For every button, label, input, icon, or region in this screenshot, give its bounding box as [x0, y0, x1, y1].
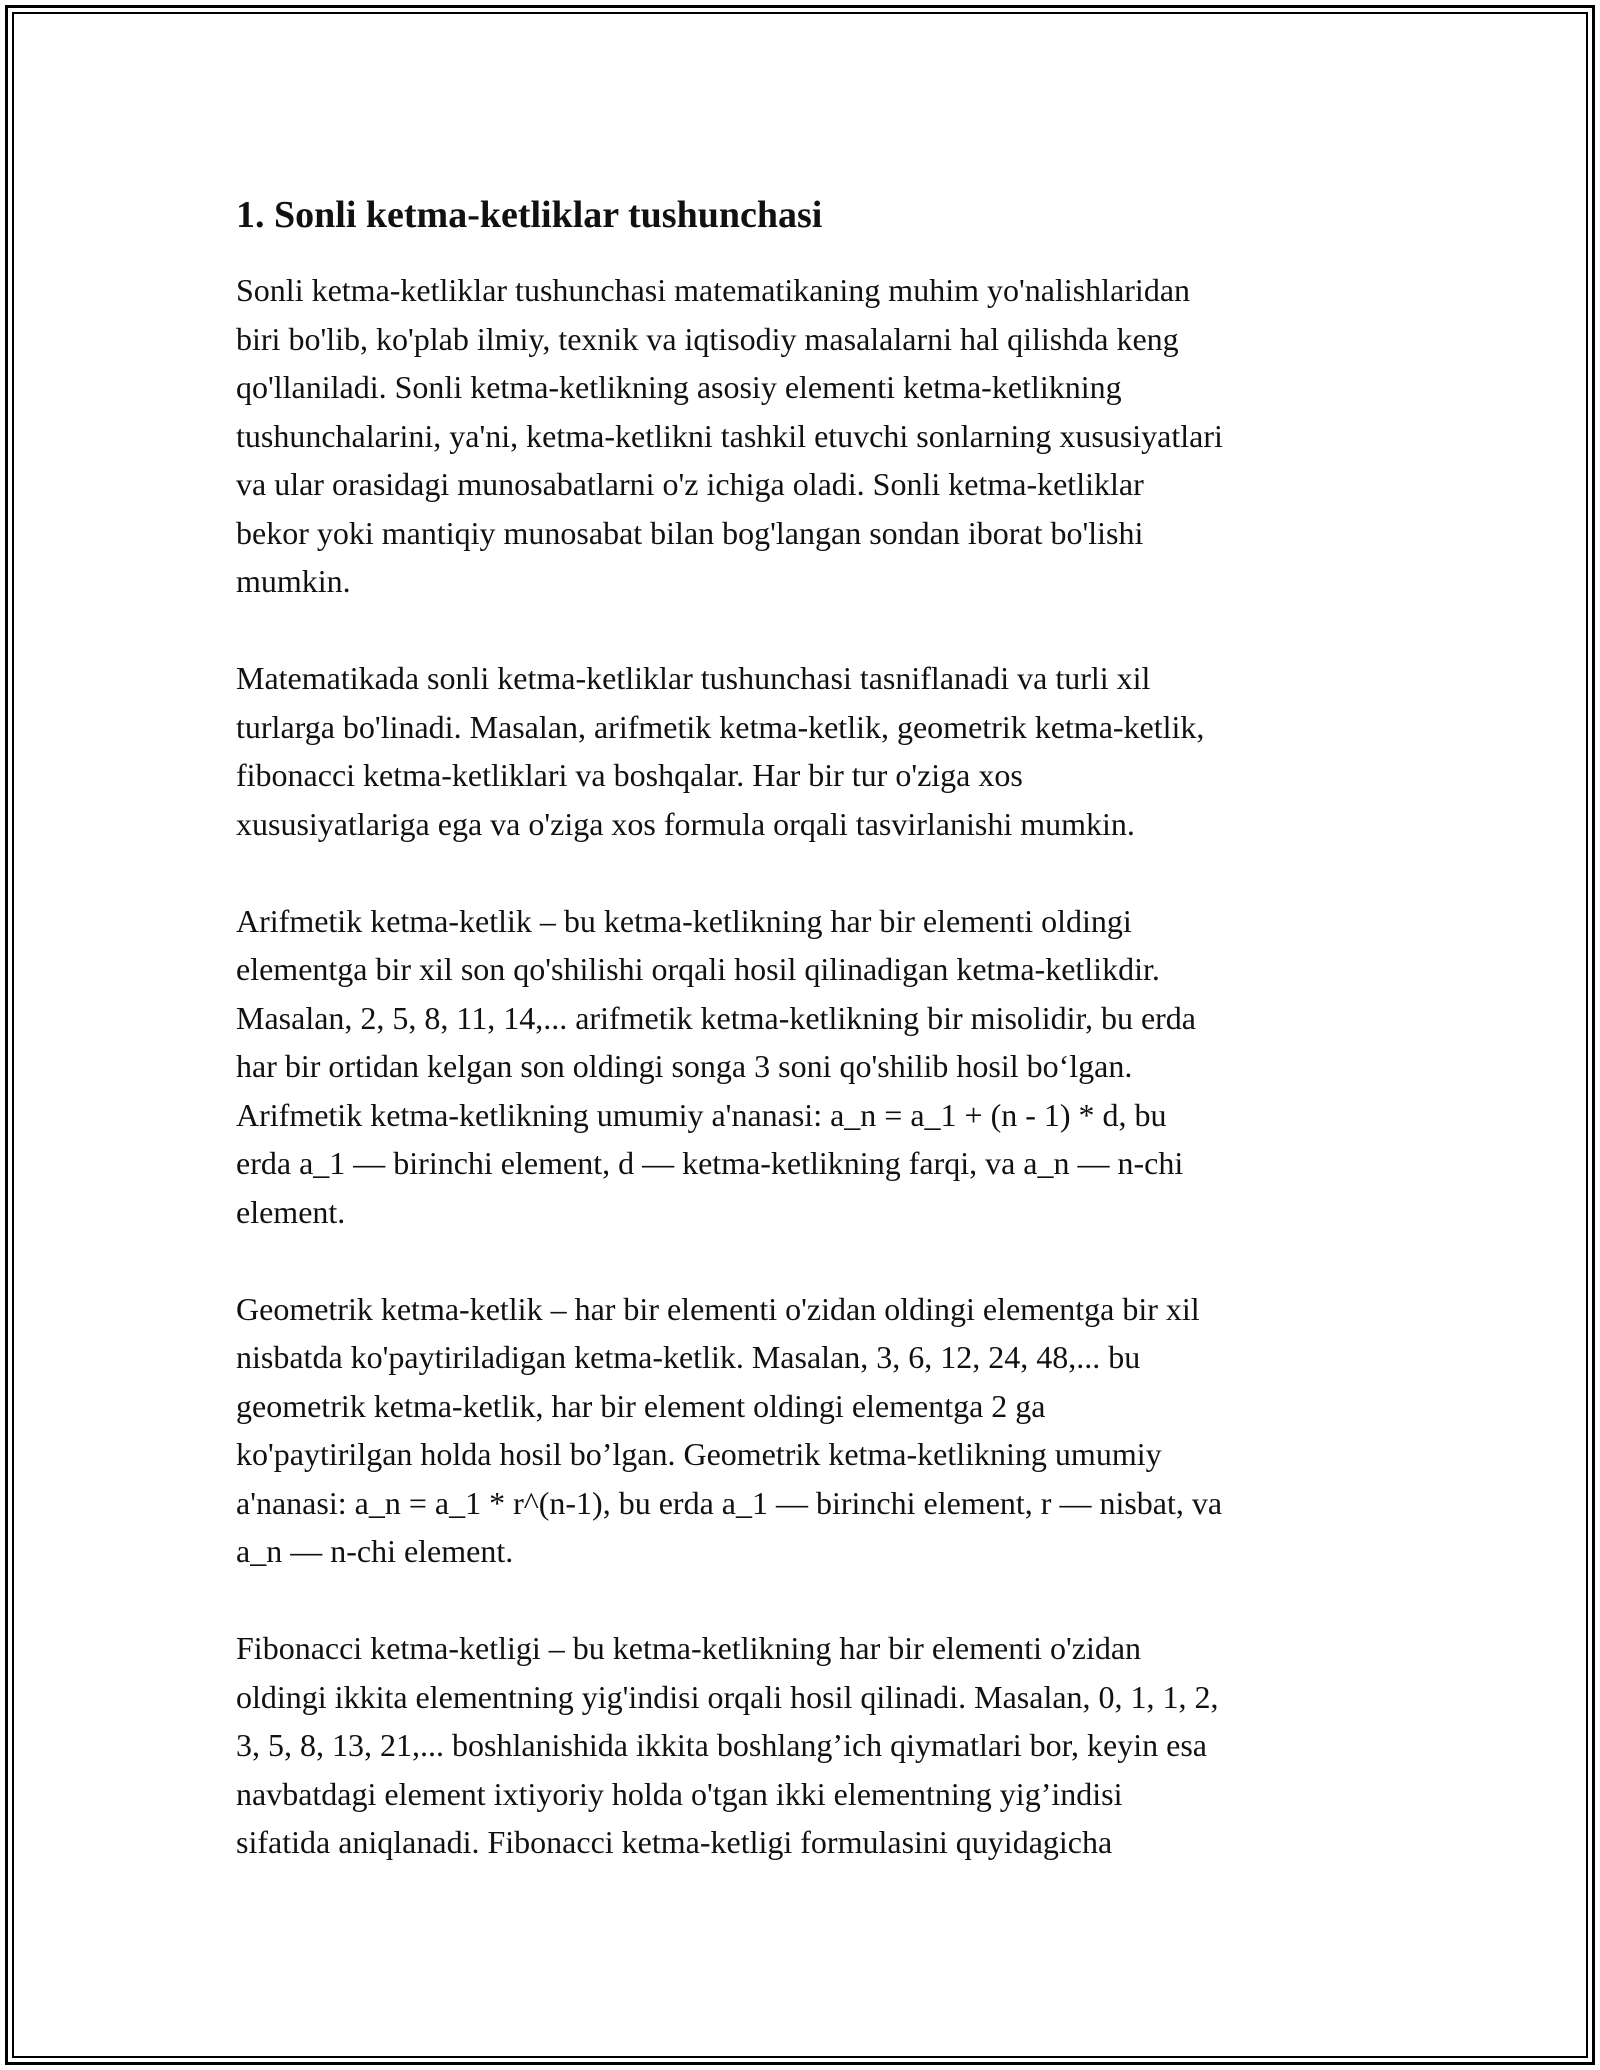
paragraph-line: navbatdagi element ixtiyoriy holda o'tgan ikki elementning yig’indisi	[236, 1775, 1123, 1812]
paragraph-line: elementga bir xil son qo'shilishi orqali hosil qilinadigan ketma-ketlikdir.	[236, 951, 1160, 987]
paragraph-line: Geometrik ketma-ketlik – har bir elementi o'zidan oldingi elementga bir xil	[236, 1290, 1200, 1327]
paragraph-line: element.	[236, 1193, 346, 1230]
paragraph-line: a_n — n-chi element.	[236, 1533, 514, 1569]
paragraph-line: Arifmetik ketma-ketlik – bu ketma-ketlikning har bir elementi oldingi	[236, 902, 1132, 939]
section-title: 1. Sonli ketma-ketliklar tushunchasi	[236, 194, 823, 236]
paragraph-5	[236, 1624, 1386, 1867]
paragraph-line: Matematikada sonli ketma-ketliklar tushunchasi tasniflanadi va turli xil	[236, 660, 1151, 696]
paragraph-3	[236, 897, 1386, 1237]
paragraph-4	[236, 1285, 1386, 1576]
paragraph-line: Masalan, 2, 5, 8, 11, 14,... arifmetik ketma-ketlikning bir misolidir, bu erda	[236, 999, 1196, 1036]
paragraphs-container	[236, 266, 1386, 1867]
paragraph-line: xususiyatlariga ega va o'ziga xos formula orqali tasvirlanishi mumkin.	[236, 805, 1135, 842]
paragraph-line: biri bo'lib, ko'plab ilmiy, texnik va iqtisodiy masalalarni hal qilishda keng	[236, 320, 1179, 357]
paragraph-line: 3, 5, 8, 13, 21,... boshlanishida ikkita boshlang’ich qiymatlari bor, keyin esa	[236, 1727, 1207, 1763]
paragraph-line: nisbatda ko'paytiriladigan ketma-ketlik. Masalan, 3, 6, 12, 24, 48,... bu	[236, 1339, 1141, 1375]
paragraph-line: va ular orasidagi munosabatlarni o'z ichiga oladi. Sonli ketma-ketliklar	[236, 466, 1144, 502]
paragraph-line: turlarga bo'linadi. Masalan, arifmetik ketma-ketlik, geometrik ketma-ketlik,	[236, 708, 1205, 745]
paragraph-line: sifatida aniqlanadi. Fibonacci ketma-ketligi formulasini quyidagicha	[236, 1824, 1113, 1860]
paragraph-line: erda a_1 — birinchi element, d — ketma-ketlikning farqi, va a_n — n-chi	[236, 1145, 1184, 1181]
paragraph-line: a'nanasi: a_n = a_1 * r^(n-1), bu erda a_1 — birinchi element, r — nisbat, va	[236, 1484, 1223, 1521]
document-body	[236, 190, 1386, 1867]
paragraph-line: har bir ortidan kelgan son oldingi songa 3 soni qo'shilib hosil bo‘lgan.	[236, 1048, 1133, 1084]
paragraph-line: Fibonacci ketma-ketligi – bu ketma-ketlikning har bir elementi o'zidan	[236, 1630, 1142, 1666]
paragraph-2	[236, 654, 1386, 848]
paragraph-line: qo'llaniladi. Sonli ketma-ketlikning asosiy elementi ketma-ketlikning	[236, 369, 1122, 405]
paragraph-line: ko'paytirilgan holda hosil bo’lgan. Geometrik ketma-ketlikning umumiy	[236, 1436, 1162, 1472]
paragraph-1	[236, 266, 1386, 606]
paragraph-line: Arifmetik ketma-ketlikning umumiy a'nanasi: a_n = a_1 + (n - 1) * d, bu	[236, 1096, 1167, 1133]
paragraph-line: bekor yoki mantiqiy munosabat bilan bog'langan sondan iborat bo'lishi	[236, 514, 1144, 551]
paragraph-line: oldingi ikkita elementning yig'indisi orqali hosil qilinadi. Masalan, 0, 1, 1, 2,	[236, 1678, 1219, 1715]
paragraph-line: geometrik ketma-ketlik, har bir element oldingi elementga 2 ga	[236, 1387, 1046, 1424]
paragraph-line: tushunchalarini, ya'ni, ketma-ketlikni tashkil etuvchi sonlarning xususiyatlari	[236, 417, 1223, 454]
paragraph-line: mumkin.	[236, 563, 351, 599]
paragraph-line: fibonacci ketma-ketliklari va boshqalar. Har bir tur o'ziga xos	[236, 757, 1023, 793]
paragraph-line: Sonli ketma-ketliklar tushunchasi matematikaning muhim yo'nalishlaridan	[236, 272, 1191, 308]
